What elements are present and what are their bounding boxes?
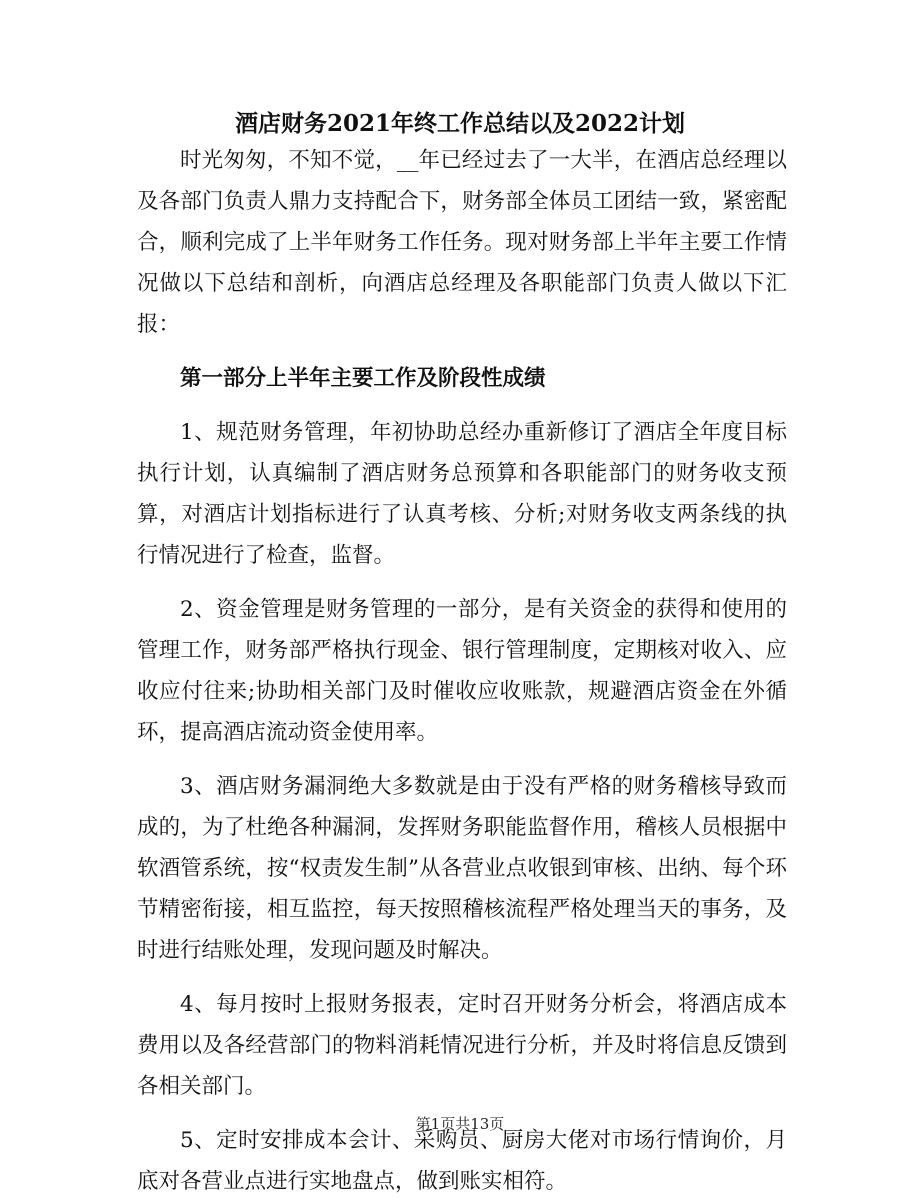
- list-item-5: 5、定时安排成本会计、采购员、厨房大佬对市场行情询价，月底对各营业点进行实地盘点，做到账实相符。: [137, 1128, 787, 1194]
- page-number-footer: 第1页共13页: [415, 1115, 505, 1133]
- document-body: [137, 140, 787, 1202]
- list-item-4: 4、每月按时上报财务报表，定时召开财务分析会，将酒店成本费用以及各经营部门的物料消耗情况进行分析，并及时将信息反馈到各相关部门。: [137, 992, 787, 1099]
- list-item-1: 1、规范财务管理，年初协助总经办重新修订了酒店全年度目标执行计划，认真编制了酒店财务总预算和各职能部门的财务收支预算，对酒店计划指标进行了认真考核、分析;对财务收支两条线的执行情况进行了检查，监督。: [137, 420, 787, 568]
- intro-paragraph: 时光匆匆，不知不觉，__年已经过去了一大半，在酒店总经理以及各部门负责人鼎力支持配合下，财务部全体员工团结一致，紧密配合，顺利完成了上半年财务工作任务。现对财务部上半年主要工作情况做以下总结和剖析，向酒店总经理及各职能部门负责人做以下汇报：: [137, 148, 787, 337]
- list-item-2: 2、资金管理是财务管理的一部分，是有关资金的获得和使用的管理工作，财务部严格执行现金、银行管理制度，定期核对收入、应收应付往来;协助相关部门及时催收应收账款，规避酒店资金在外循环，提高酒店流动资金使用率。: [137, 597, 787, 745]
- document-title: 酒店财务2021年终工作总结以及2022计划: [234, 110, 686, 137]
- list-item-3: 3、酒店财务漏洞绝大多数就是由于没有严格的财务稽核导致而成的，为了杜绝各种漏洞，发挥财务职能监督作用，稽核人员根据中软酒管系统，按“权责发生制”从各营业点收银到审核、出纳、每个环节精密衔接，相互监控，每天按照稽核流程严格处理当天的事务，及时进行结账处理，发现问题及时解决。: [137, 774, 787, 963]
- section-heading: 第一部分上半年主要工作及阶段性成绩: [180, 366, 546, 391]
